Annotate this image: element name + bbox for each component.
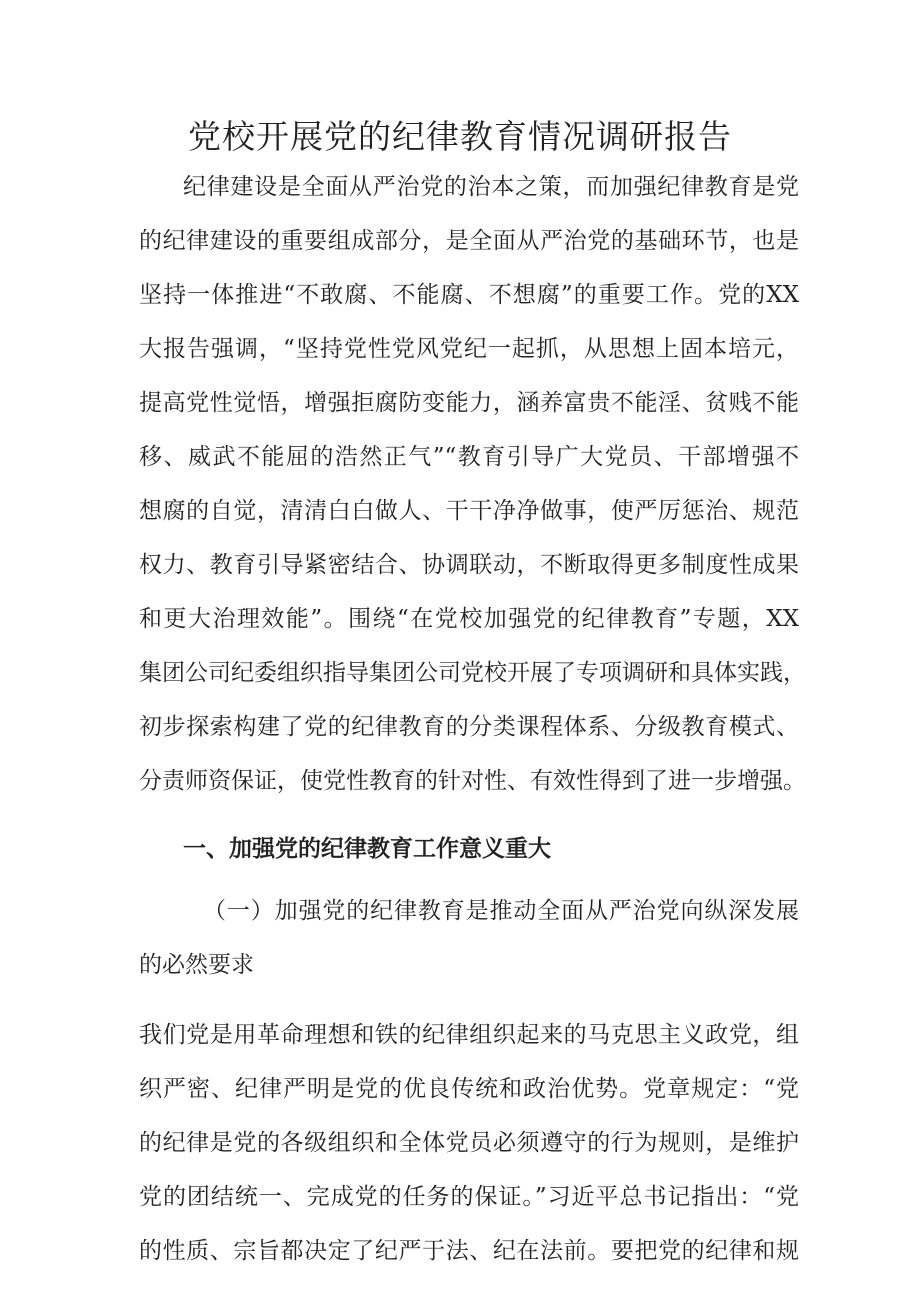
paragraph-line: 和更大治理效能”。围绕“在党校加强党的纪律教育”专题，XX <box>139 606 799 632</box>
paragraph-line: 权力、教育引导紧密结合、协调联动，不断取得更多制度性成果 <box>139 552 799 578</box>
paragraph-line: 坚持一体推进“不敢腐、不能腐、不想腐”的重要工作。党的XX <box>139 282 799 308</box>
paragraph-line: 织严密、纪律严明是党的优良传统和政治优势。党章规定：“党 <box>139 1076 799 1102</box>
paragraph-line: 提高党性觉悟，增强拒腐防变能力，涵养富贵不能淫、贫贱不能 <box>139 390 799 416</box>
paragraph-line: 集团公司纪委组织指导集团公司党校开展了专项调研和具体实践， <box>139 660 806 686</box>
paragraph-line: 想腐的自觉，清清白白做人、干干净净做事，使严厉惩治、规范 <box>139 498 799 524</box>
section-heading: 一、加强党的纪律教育工作意义重大 <box>183 835 551 862</box>
subsection-heading-line: （一）加强党的纪律教育是推动全面从严治党向纵深发展 <box>203 898 799 924</box>
subsection-heading-line: 的必然要求 <box>139 952 254 978</box>
paragraph-line: 移、威武不能屈的浩然正气”“教育引导广大党员、干部增强不 <box>139 444 799 470</box>
paragraph-line: 分责师资保证，使党性教育的针对性、有效性得到了进一步增强。 <box>139 768 806 794</box>
paragraph-line: 的纪律建设的重要组成部分，是全面从严治党的基础环节，也是 <box>139 228 799 254</box>
paragraph-line: 党的团结统一、完成党的任务的保证。”习近平总书记指出：“党 <box>139 1184 799 1210</box>
paragraph-line: 的纪律是党的各级组织和全体党员必须遵守的行为规则，是维护 <box>139 1130 799 1156</box>
paragraph-line: 我们党是用革命理想和铁的纪律组织起来的马克思主义政党，组 <box>139 1022 799 1048</box>
paragraph-line: 的性质、宗旨都决定了纪严于法、纪在法前。要把党的纪律和规 <box>139 1238 799 1264</box>
paragraph-line: 大报告强调，“坚持党性党风党纪一起抓，从思想上固本培元， <box>139 336 799 362</box>
paragraph-line: 纪律建设是全面从严治党的治本之策，而加强纪律教育是党 <box>183 174 799 200</box>
paragraph-line: 初步探索构建了党的纪律教育的分类课程体系、分级教育模式、 <box>139 714 799 740</box>
document-title: 党校开展党的纪律教育情况调研报告 <box>188 117 732 156</box>
